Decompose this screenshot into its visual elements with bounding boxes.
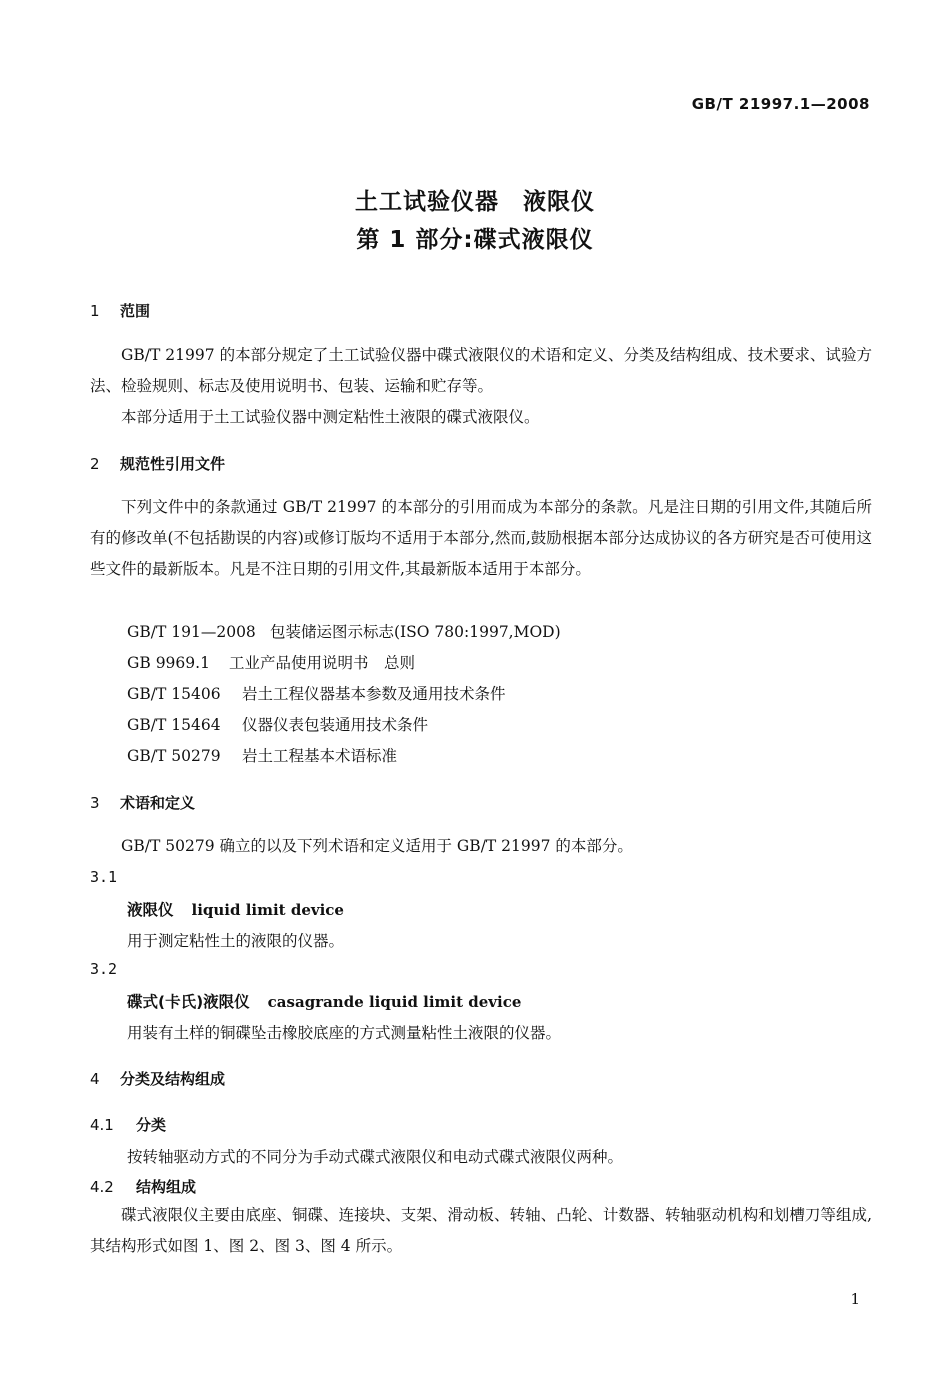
subsection-4-2-heading xyxy=(90,1176,196,1197)
section-3-paragraph-1: GB/T 50279 确立的以及下列术语和定义适用于 GB/T 21997 的本部分。 xyxy=(121,837,633,855)
subsection-4-1-heading xyxy=(90,1114,166,1135)
term-number: 3.1 xyxy=(90,868,118,886)
term-definition: 用于测定粘性土的液限的仪器。 xyxy=(127,932,345,950)
term-english: casagrande liquid limit device xyxy=(267,993,522,1011)
section-number: 2 xyxy=(90,455,100,473)
section-number: 4 xyxy=(90,1070,100,1088)
section-title: 分类及结构组成 xyxy=(120,1070,226,1088)
section-4-heading xyxy=(90,1068,225,1089)
reference-item xyxy=(127,620,561,642)
subsection-number: 4.1 xyxy=(90,1116,114,1134)
reference-code: GB/T 50279 xyxy=(127,747,221,765)
subsection-number: 4.2 xyxy=(90,1178,114,1196)
title-line-1: 土工试验仪器 液限仪 xyxy=(355,189,595,215)
section-1-heading xyxy=(90,300,150,321)
section-2-heading xyxy=(90,453,225,474)
subsection-title: 结构组成 xyxy=(136,1178,197,1196)
section-1-paragraph-1: GB/T 21997 的本部分规定了土工试验仪器中碟式液限仪的术语和定义、分类及结构组成、技术要求、试验方法、检验规则、标志及使用说明书、包装、运输和贮存等。 xyxy=(90,346,872,395)
reference-item xyxy=(127,744,397,766)
reference-item xyxy=(127,713,428,735)
reference-title: 包装储运图示标志(ISO 780:1997,MOD) xyxy=(270,623,561,641)
term-entry xyxy=(127,990,521,1012)
reference-code: GB 9969.1 xyxy=(127,654,210,672)
section-1-paragraph-2: 本部分适用于土工试验仪器中测定粘性土液限的碟式液限仪。 xyxy=(121,408,540,426)
reference-code: GB/T 191—2008 xyxy=(127,623,256,641)
term-definition: 用装有土样的铜碟坠击橡胶底座的方式测量粘性土液限的仪器。 xyxy=(127,1024,562,1042)
term-chinese: 碟式(卡氏)液限仪 xyxy=(127,993,250,1011)
term-entry xyxy=(127,898,344,920)
page-number: 1 xyxy=(850,1290,860,1308)
subsection-4-1-text: 按转轴驱动方式的不同分为手动式碟式液限仪和电动式碟式液限仪两种。 xyxy=(127,1148,624,1166)
reference-title: 岩土工程基本术语标准 xyxy=(242,747,398,765)
section-3-heading xyxy=(90,792,195,813)
subsection-title: 分类 xyxy=(136,1116,167,1134)
section-number: 1 xyxy=(90,302,100,320)
term-chinese: 液限仪 xyxy=(127,901,174,919)
reference-item xyxy=(127,682,506,704)
title-line-2: 第 1 部分:碟式液限仪 xyxy=(356,227,594,253)
reference-item xyxy=(127,651,415,673)
standard-code: GB/T 21997.1—2008 xyxy=(691,95,870,113)
subsection-4-2-text: 碟式液限仪主要由底座、铜碟、连接块、支架、滑动板、转轴、凸轮、计数器、转轴驱动机构和划槽刀等组成,其结构形式如图 1、图 2、图 3、图 4 所示。 xyxy=(90,1206,872,1255)
section-number: 3 xyxy=(90,794,100,812)
reference-code: GB/T 15464 xyxy=(127,716,221,734)
term-english: liquid limit device xyxy=(191,901,344,919)
reference-title: 工业产品使用说明书 总则 xyxy=(229,654,416,672)
reference-title: 仪器仪表包装通用技术条件 xyxy=(242,716,429,734)
section-title: 术语和定义 xyxy=(120,794,196,812)
section-title: 规范性引用文件 xyxy=(120,455,226,473)
term-number: 3.2 xyxy=(90,960,118,978)
section-2-paragraph-1: 下列文件中的条款通过 GB/T 21997 的本部分的引用而成为本部分的条款。凡是注日期的引用文件,其随后所有的修改单(不包括勘误的内容)或修订版均不适用于本部分,然而,鼓励根据本部分达成协议的各方研究是否可使用这些文件的最新版本。凡是不注日期的引用文件,其最新版本适用于本部分。 xyxy=(90,498,872,578)
section-title: 范围 xyxy=(120,302,151,320)
reference-title: 岩土工程仪器基本参数及通用技术条件 xyxy=(242,685,506,703)
reference-code: GB/T 15406 xyxy=(127,685,221,703)
